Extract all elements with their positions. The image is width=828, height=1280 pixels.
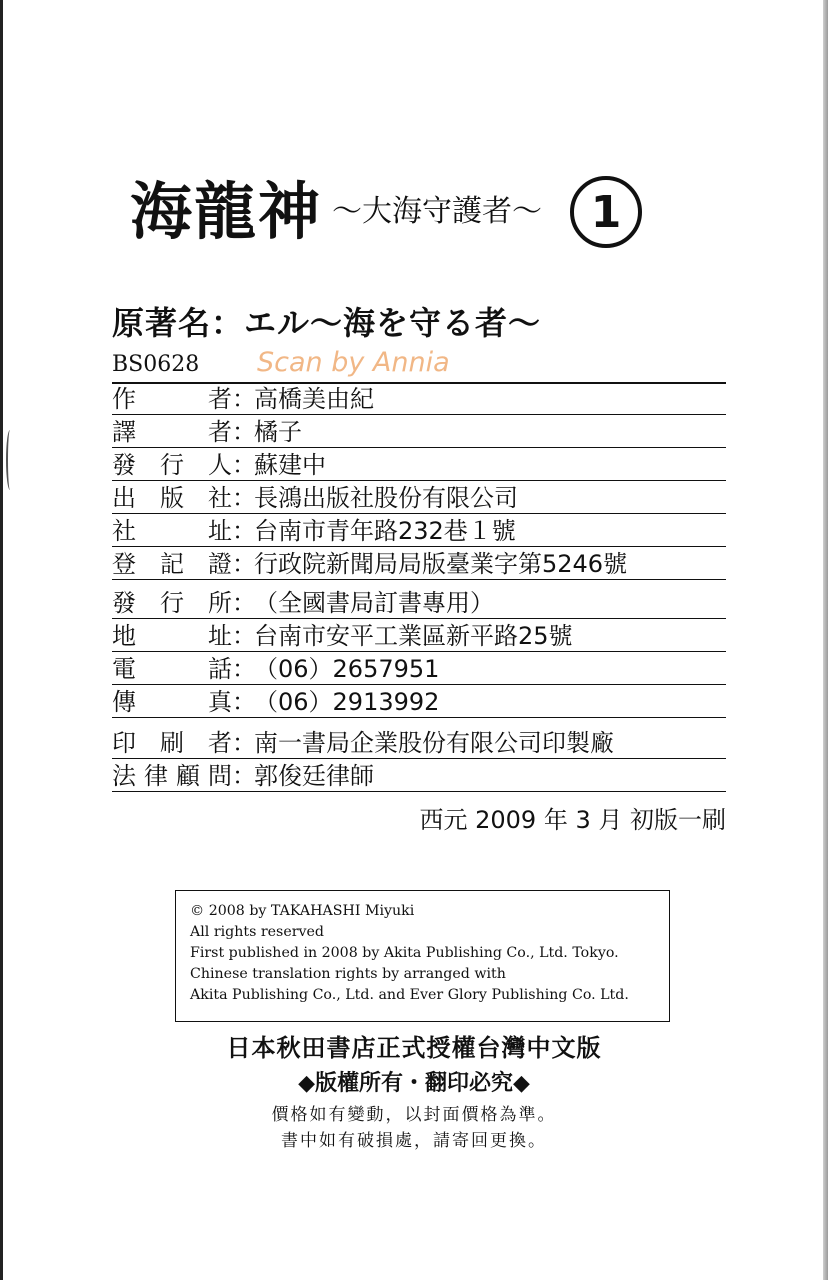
credit-row [112,547,726,580]
credit-label-char: 發 [112,451,136,479]
credit-label [112,624,232,648]
credit-label [112,453,232,477]
credit-label-char: 出 [112,484,136,512]
credit-label-char: 者 [208,418,232,446]
volume-number: 1 [570,176,642,248]
credit-value: 橘子 [254,418,302,446]
credit-value: 南一書局企業股份有限公司印製廠 [254,729,614,757]
credit-row [112,759,726,792]
credit-label-char: 證 [208,550,232,578]
credits-group-2 [112,586,726,718]
credit-colon: ： [232,418,256,446]
book-code: BS0628 [112,352,200,377]
credit-label-char: 印 [112,729,136,757]
credit-label-char: 電 [112,655,136,683]
credit-row [112,382,726,415]
credit-label-char: 址 [208,517,232,545]
credit-label-char: 話 [208,655,232,683]
credit-label-char: 真 [208,688,232,716]
credit-value: 行政院新聞局局版臺業字第5246號 [254,550,628,578]
credit-label-char: 所 [208,589,232,617]
credit-colon: ： [232,550,256,578]
credit-label-char: 社 [208,484,232,512]
credit-colon: ： [232,517,256,545]
credit-colon: ： [232,688,256,716]
credit-label [112,591,232,615]
credit-label [112,519,232,543]
credit-label-char: 記 [160,550,184,578]
credit-label-char: 顧 [176,762,200,790]
credit-colon: ： [232,484,256,512]
credit-row [112,726,726,759]
credit-row [112,619,726,652]
credit-row [112,652,726,685]
credit-label-char: 者 [208,385,232,413]
credit-value: 長鴻出版社股份有限公司 [254,484,518,512]
credit-value: 郭俊廷律師 [254,762,374,790]
credit-label-char: 行 [160,589,184,617]
copyright-line: All rights reserved [190,924,324,940]
credit-row [112,448,726,481]
damage-notice: 書中如有破損處，請寄回更換。 [281,1131,547,1151]
credit-colon: ： [232,385,256,413]
credit-label-char: 譯 [112,418,136,446]
credit-label [112,690,232,714]
credits-group-3 [112,726,726,792]
original-title: 原著名：エル～海を守る者～ [112,304,542,342]
copyright-box [175,890,670,1022]
title-main: 海龍神 [130,175,323,248]
credit-label-char: 問 [208,762,232,790]
credit-value: （全國書局訂書專用） [254,589,494,617]
credit-label-char: 社 [112,517,136,545]
credit-label-char: 作 [112,385,136,413]
authorization-notice: 日本秋田書店正式授權台灣中文版 [226,1034,602,1062]
credit-colon: ： [232,762,256,790]
scan-watermark: Scan by Annia [257,347,450,378]
credit-value: 台南市安平工業區新平路25號 [254,622,573,650]
credit-label-char: 人 [208,451,232,479]
credit-row [112,685,726,718]
credit-label-char: 律 [144,762,168,790]
credit-label-char: 登 [112,550,136,578]
credit-value: （06）2657951 [254,655,440,683]
code-row [112,347,726,384]
copyright-notice: ◆版權所有・翻印必究◆ [298,1071,530,1096]
credit-label-char: 者 [208,729,232,757]
credit-row [112,514,726,547]
price-notice: 價格如有變動，以封面價格為準。 [271,1105,557,1125]
print-date: 西元 2009 年 3 月 初版一刷 [419,806,726,834]
credit-label-char: 行 [160,451,184,479]
credit-label [112,552,232,576]
credit-label [112,657,232,681]
credit-label-char: 發 [112,589,136,617]
credit-value: 蘇建中 [254,451,326,479]
title-subtitle: ～大海守護者～ [332,194,543,229]
copyright-line: First published in 2008 by Akita Publishing Co., Ltd. Tokyo. [190,945,619,961]
credit-label-char: 刷 [160,729,184,757]
credit-label-char: 地 [112,622,136,650]
credit-label-char: 版 [160,484,184,512]
credit-label-char: 傳 [112,688,136,716]
credit-colon: ： [232,622,256,650]
credit-colon: ： [232,655,256,683]
credit-value: 高橋美由紀 [254,385,374,413]
credits-group-1 [112,382,726,580]
credit-colon: ： [232,729,256,757]
credit-value: 台南市青年路232巷１號 [254,517,516,545]
credit-label [112,420,232,444]
credit-row [112,481,726,514]
credit-label [112,486,232,510]
credit-label [112,387,232,411]
credit-label [112,764,232,788]
book-title [130,172,730,252]
credit-colon: ： [232,589,256,617]
credit-label-char: 址 [208,622,232,650]
credit-row [112,586,726,619]
scan-mark [6,430,14,490]
credit-value: （06）2913992 [254,688,440,716]
credit-label-char: 法 [112,762,136,790]
credit-label [112,731,232,755]
credit-colon: ： [232,451,256,479]
credit-row [112,415,726,448]
copyright-line: © 2008 by TAKAHASHI Miyuki [190,903,415,919]
copyright-line: Akita Publishing Co., Ltd. and Ever Glory Publishing Co. Ltd. [190,987,629,1003]
copyright-line: Chinese translation rights by arranged with [190,966,506,982]
